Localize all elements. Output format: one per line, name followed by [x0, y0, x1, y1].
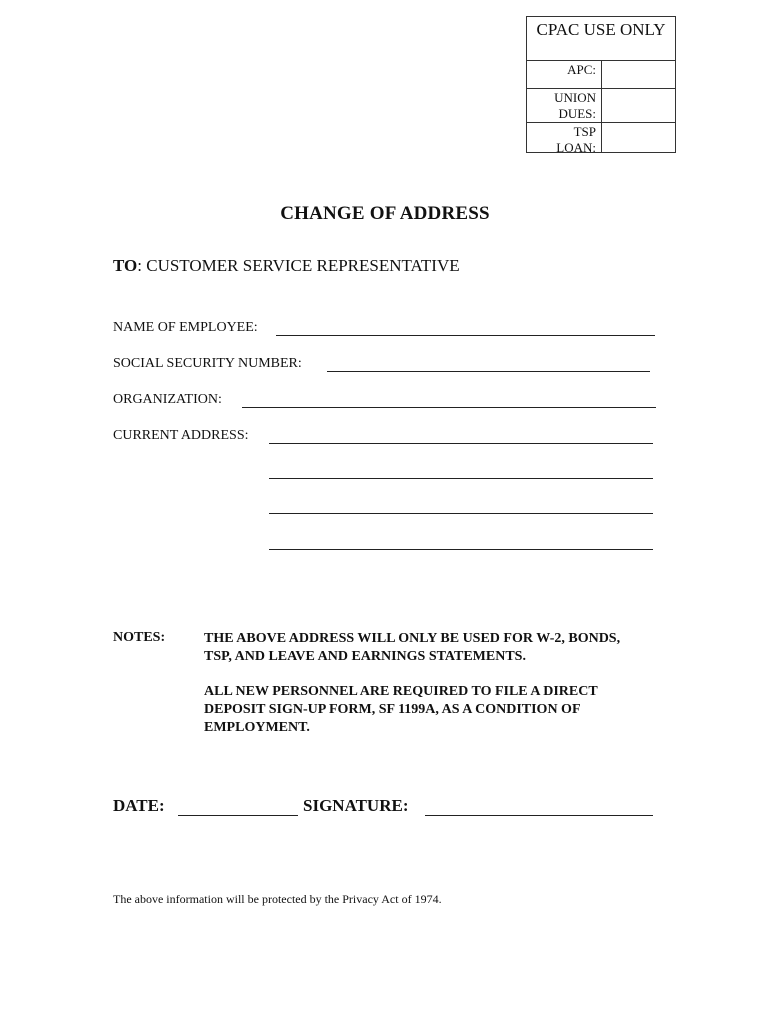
privacy-act-notice: The above information will be protected by the Privacy Act of 1974.	[113, 892, 442, 906]
organization-field[interactable]	[242, 407, 656, 408]
cpac-label-apc: APC:	[567, 62, 596, 77]
cpac-row-tsp-loan	[527, 122, 675, 155]
cpac-title: CPAC USE ONLY	[536, 20, 666, 39]
date-field[interactable]	[178, 815, 298, 816]
cpac-row-apc	[527, 60, 675, 88]
date-label: DATE:	[113, 796, 165, 815]
signature-field[interactable]	[425, 815, 653, 816]
notes-paragraph-address-usage: THE ABOVE ADDRESS WILL ONLY BE USED FOR W-2, BONDS, TSP, AND LEAVE AND EARNINGS STATEMENTS.	[204, 631, 621, 664]
to-label: TO	[113, 256, 138, 275]
employee-name-label: NAME OF EMPLOYEE:	[113, 320, 258, 335]
ssn-field[interactable]	[327, 371, 650, 372]
ssn-label: SOCIAL SECURITY NUMBER:	[113, 356, 302, 371]
cpac-field-union-dues[interactable]	[601, 89, 675, 122]
signature-label: SIGNATURE:	[303, 796, 409, 815]
cpac-field-apc[interactable]	[601, 61, 675, 88]
to-line	[113, 256, 460, 276]
current-address-line-1[interactable]	[269, 443, 653, 444]
organization-label: ORGANIZATION:	[113, 392, 222, 407]
current-address-label: CURRENT ADDRESS:	[113, 428, 249, 443]
employee-name-field[interactable]	[276, 335, 655, 336]
cpac-field-tsp-loan[interactable]	[601, 123, 675, 152]
document-title: CHANGE OF ADDRESS	[280, 203, 490, 224]
cpac-label-union-dues: UNION DUES:	[554, 90, 596, 121]
cpac-row-union-dues	[527, 88, 675, 122]
notes-paragraph-direct-deposit: ALL NEW PERSONNEL ARE REQUIRED TO FILE A DIRECT DEPOSIT SIGN-UP FORM, SF 1199A, AS A CONDITION OF EMPLOYMENT.	[204, 684, 598, 735]
to-recipient: : CUSTOMER SERVICE REPRESENTATIVE	[137, 256, 460, 275]
notes-label: NOTES:	[113, 630, 166, 645]
current-address-line-2[interactable]	[269, 478, 653, 479]
current-address-line-4[interactable]	[269, 549, 653, 550]
current-address-line-3[interactable]	[269, 513, 653, 514]
cpac-label-tsp-loan: TSP LOAN:	[556, 124, 596, 155]
cpac-use-only-box	[526, 16, 676, 153]
